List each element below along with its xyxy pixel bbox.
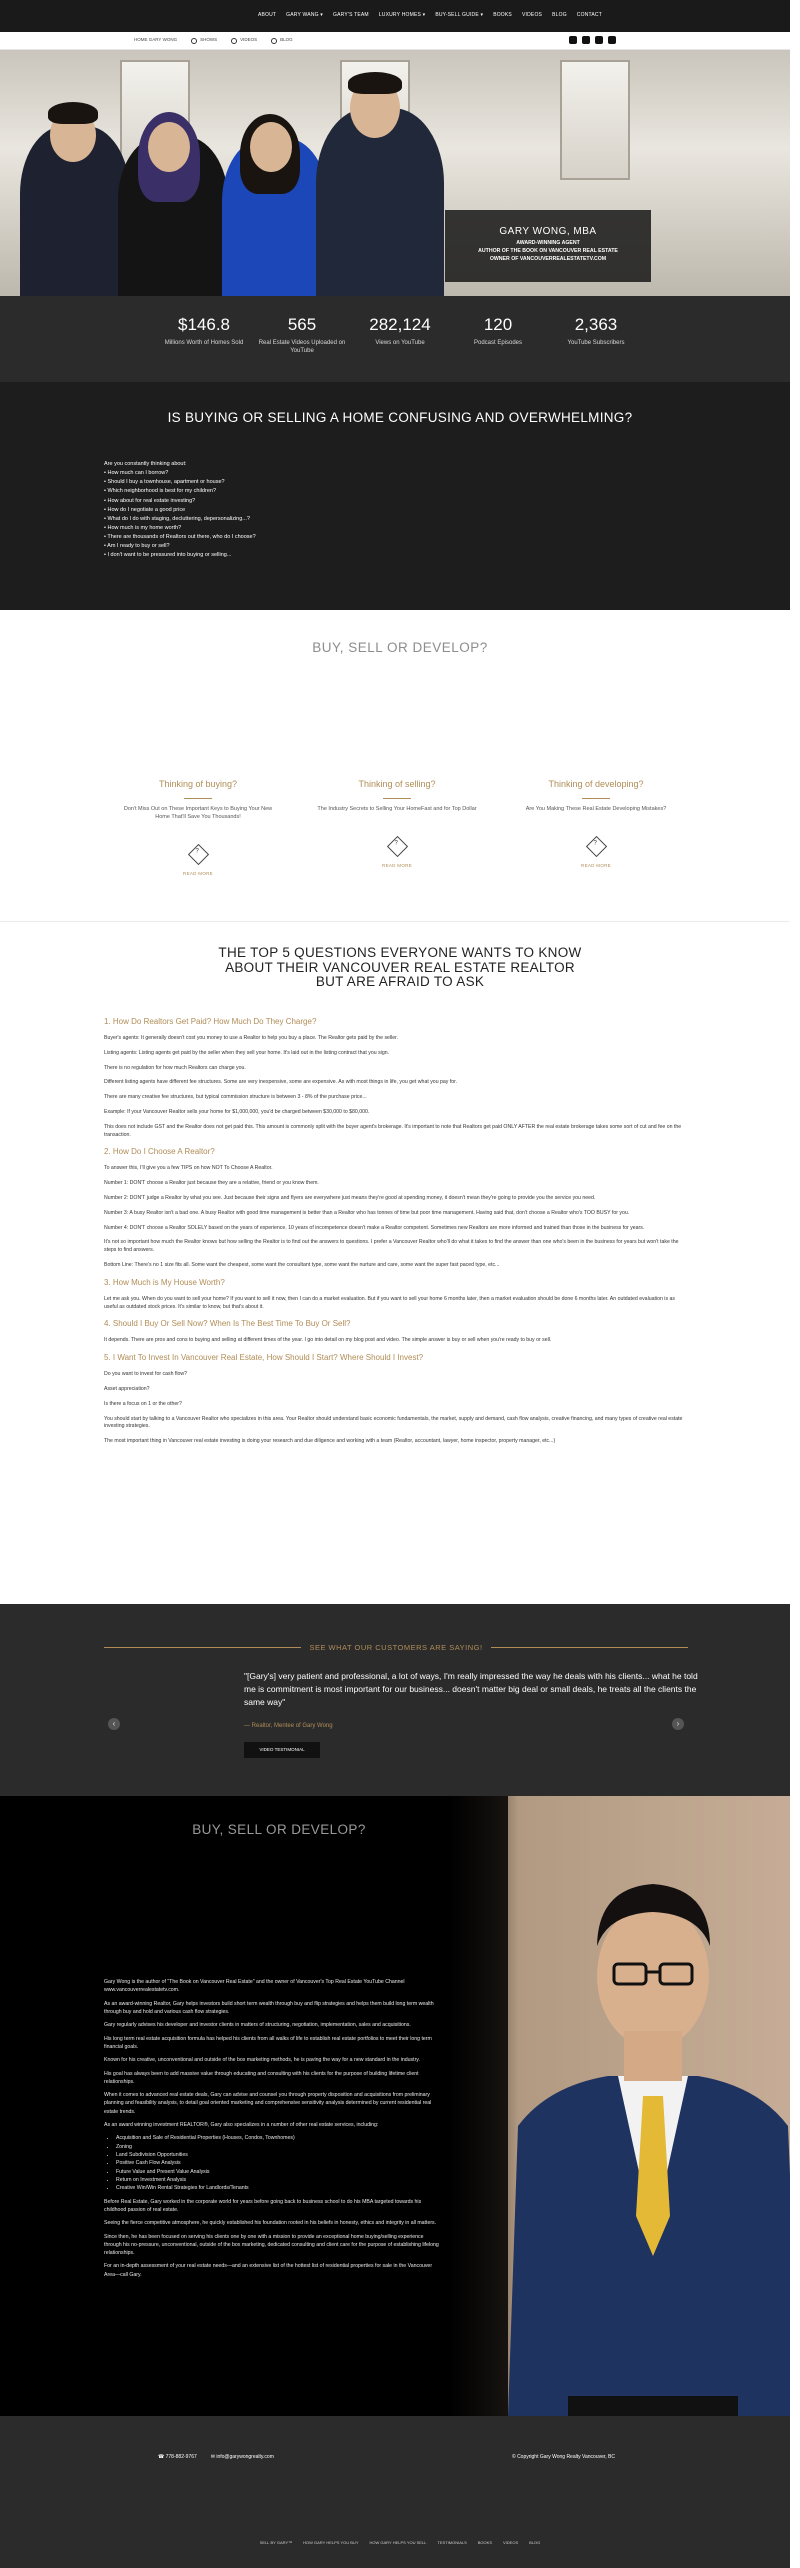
card-title: Thinking of developing? [548, 779, 644, 789]
footer-link[interactable]: VIDEOS [503, 2540, 519, 2545]
team-member-hair [48, 102, 98, 124]
nav-garys-team[interactable]: GARY'S TEAM [333, 12, 369, 19]
list-item: • How much is my home worth? [104, 524, 256, 533]
youtube-icon[interactable] [595, 36, 603, 44]
testimonial-section [0, 1604, 800, 1796]
list-item: • Am I ready to buy or sell? [104, 542, 256, 551]
nav-about[interactable]: ABOUT [257, 12, 277, 19]
testimonial-heading: SEE WHAT OUR CUSTOMERS ARE SAYING! [104, 1642, 688, 1653]
phone-link[interactable]: ☎ 778-882-9767 [158, 2454, 197, 2460]
card-text: The Industry Secrets to Selling Your HomeFast and for Top Dollar [317, 805, 477, 812]
answer-paragraph: Example: If your Vancouver Realtor sells your home for $1,000,000, you'd be charged between $30,000 to $80,000. [104, 1108, 370, 1115]
bio-paragraph: As an award-winning Realtor, Gary helps investors build short term wealth through buy and flip strategies and helps them build long term wealth through buy and hold and various cash flow strategies. [104, 2000, 434, 2015]
list-item: • What do I do with staging, decluttering, depersonalizing...? [104, 515, 256, 524]
answer-paragraph: There are many creative fee structures, but typical commission structure is between 3 - 8% of the purchase price... [104, 1094, 367, 1101]
hero-subtitle-2: AUTHOR OF THE BOOK ON VANCOUVER REAL ESTATE [478, 248, 618, 255]
read-more-link[interactable]: READ MORE [581, 862, 611, 868]
nav-buy-sell-guide[interactable]: BUY-SELL GUIDE ▾ [435, 12, 484, 19]
divider [491, 1647, 688, 1648]
list-item: • Which neighborhood is best for my children? [104, 487, 256, 496]
bio-paragraph: Gary regularly advises his developer and investor clients in matters of structuring, negotiation, implementation, sales and acquisitions. [104, 2022, 411, 2029]
facebook-icon[interactable] [569, 36, 577, 44]
confusing-list [104, 460, 256, 560]
answer-paragraph: Do you want to invest for cash flow? [104, 1371, 188, 1378]
video-testimonial-button[interactable]: VIDEO TESTIMONIAL [244, 1742, 320, 1758]
buying-card [98, 778, 298, 878]
nav-contact[interactable]: CONTACT [576, 12, 602, 19]
section-title: BUY, SELL OR DEVELOP? [312, 640, 488, 655]
list-item: Are you constantly thinking about: [104, 461, 187, 467]
list-item: • Return on Investment Analysis [116, 2176, 442, 2184]
confusing-section [0, 382, 800, 610]
answer-paragraph: Bottom Line: There's no 1 size fits all. Some want the cheapest, some want the consultant type, some want the nurture and care, some want the super fast paced type, etc... [104, 1261, 500, 1268]
buy-sell-develop-section [0, 610, 800, 922]
card-title: Thinking of buying? [158, 779, 238, 789]
answer-paragraph: Number 2: DON'T judge a Realtor by what you see. Just because their signs and flyers are everywhere just means they're good at spending money, it doesn't mean they're going to provide you the service you need. [104, 1194, 596, 1201]
secondary-navigation [0, 32, 800, 50]
hero-name: GARY WONG, MBA [499, 226, 597, 237]
list-item: • Future Value and Present Value Analysis [116, 2168, 442, 2176]
question-icon[interactable]: ? [585, 836, 606, 857]
subnav-blog[interactable]: BLOG [271, 37, 293, 44]
bio-paragraph: When it comes to advanced real estate deals, Gary can advise and counsel you through property disposition and acquisitions from preliminary planning and feasibility analysis, to detail goal oriented marketing and comprehensive sensitivity analysis determined by current residential real estate trends. [104, 2092, 432, 2115]
card-title: Thinking of selling? [358, 779, 436, 789]
bio-paragraph: His goal has always been to add massive value through educating and consulting with his clients for the purpose of building lifetime client relationships. [104, 2070, 419, 2085]
top-5-questions-section [0, 922, 800, 1604]
stat-subscribers: 2,363 YouTube Subscribers [567, 315, 625, 346]
divider [582, 798, 610, 799]
list-item: • Acquisition and Sale of Residential Properties (Houses, Condos, Townhomes) [116, 2134, 442, 2142]
stats-bar [0, 296, 800, 382]
list-item: • Should I buy a townhouse, apartment or house? [104, 478, 256, 487]
answer-paragraph: Number 3: A busy Realtor isn't a bad one. A busy Realtor with good time management is better than a Realtor who has tonnes of time but poor time management. Having said that, don't choose a Realtor who's TOO BUSY for you. [104, 1209, 630, 1216]
answer-paragraph: Listing agents: Listing agents get paid by the seller when they sell your home. It's laid out in the listing contract that you sign. [104, 1049, 390, 1056]
list-item: • How about for real estate investing? [104, 497, 256, 506]
footer-link[interactable]: TESTIMONIALS [437, 2540, 467, 2545]
stat-podcasts: 120 Podcast Episodes [473, 315, 523, 346]
stat-homes-sold: $146.8 Millions Worth of Homes Sold [164, 315, 244, 346]
answer-paragraph: Asset appreciation? [104, 1385, 150, 1392]
hero-subtitle-3: OWNER OF VANCOUVERREALESTATETV.COM [489, 256, 607, 263]
play-icon [231, 38, 237, 44]
nav-gary-wang[interactable]: GARY WANG ▾ [286, 12, 324, 19]
subnav-shows[interactable]: SHOWS [191, 37, 217, 44]
answer-paragraph: Number 1: DON'T choose a Realtor just because they are a relative, friend or you know them. [104, 1180, 319, 1187]
email-link[interactable]: ✉ info@garywongrealty.com [210, 2454, 274, 2460]
answer-paragraph: Different listing agents have different fee structures. Some are very inexpensive, some are expensive. As with most things in life, you get what you pay for. [104, 1079, 458, 1086]
stat-videos: 565 Real Estate Videos Uploaded on YouTube [258, 315, 346, 354]
nav-books[interactable]: BOOKS [493, 12, 512, 19]
instagram-icon[interactable] [582, 36, 590, 44]
question-heading: 3. How Much is My House Worth? [104, 1277, 225, 1287]
list-item: • How do I negotiate a good price [104, 506, 256, 515]
nav-luxury-homes[interactable]: LUXURY HOMES ▾ [378, 12, 426, 19]
answer-paragraph: This does not include GST and the Realtor does not get paid this. This amount is commonly split with the buyer agent's brokerage. It's important to note that Realtors get paid ONLY AFTER the real estate brokerage takes some sort of cut and fee on the transaction. [104, 1123, 682, 1138]
question-icon[interactable]: ? [386, 836, 407, 857]
card-text: Don't Miss Out on These Important Keys to Buying Your New Home That'll Save You Thousands! [123, 805, 273, 820]
gary-portrait-photo [448, 1796, 800, 2416]
bio-paragraph: Known for his creative, unconventional and outside of the box marketing methods, he is paving the way for a new standard in the industry. [104, 2057, 420, 2064]
footer [0, 2416, 800, 2568]
list-item: • There are thousands of Realtors out there, who do I choose? [104, 533, 256, 542]
rss-icon [271, 38, 277, 44]
top5-title: THE TOP 5 QUESTIONS EVERYONE WANTS TO KNOW ABOUT THEIR VANCOUVER REAL ESTATE REALTOR BUT ARE AFRAID TO ASK [218, 945, 582, 990]
read-more-link[interactable]: READ MORE [183, 871, 213, 876]
footer-link[interactable]: HOW GARY HELPS YOU BUY [303, 2540, 359, 2545]
location-icon [191, 38, 197, 44]
question-icon[interactable]: ? [187, 844, 208, 865]
list-item: • Land Subdivision Opportunities [116, 2151, 442, 2159]
footer-links [0, 2540, 800, 2546]
footer-link[interactable]: BOOKS [477, 2540, 492, 2545]
footer-contact [158, 2454, 274, 2462]
subnav-videos[interactable]: VIDEOS [231, 37, 257, 44]
list-item: • How much can I borrow? [104, 469, 256, 478]
stat-views: 282,124 Views on YouTube [369, 315, 431, 346]
linkedin-icon[interactable] [608, 36, 616, 44]
bio-paragraph: Since then, he has been focused on serving his clients one by one with a mission to provide an exceptional home buying/selling experience through his no-pressure, unconventional, outside of the box marketing, dedicated consulting and client care for the purpose of establishing lifelong relationships. [104, 2233, 439, 2257]
bio-paragraph: Seeing the fierce competitive atmosphere, he quickly established his foundation rooted in his beliefs in honesty, ethics and integrity in all matters. [104, 2220, 437, 2227]
list-item: • Creative Win/Win Rental Strategies for Landlords/Tenants [116, 2184, 442, 2192]
page-gutter [790, 0, 800, 2568]
answer-paragraph: It depends. There are pros and cons to buying and selling at different times of the year. I go into detail on my blog post and video. The simple answer is buy or sell when you're ready to buy or sell. [104, 1337, 552, 1344]
testimonial-author: — Realtor, Mentee of Gary Wong [244, 1723, 333, 1729]
team-member-hair [348, 72, 402, 94]
selling-card [297, 778, 497, 870]
bio-paragraph: His long term real estate acquisition formula has helped his clients from all walks of life to establish real estate portfolios to meet their long term financial goals. [104, 2035, 432, 2050]
list-item: • Zoning [116, 2143, 442, 2151]
footer-link[interactable]: HOW GARY HELPS YOU SELL [369, 2540, 427, 2545]
hero-subtitle-1: AWARD-WINNING AGENT [516, 240, 580, 246]
top-navigation [0, 0, 800, 32]
list-item: • Positive Cash Flow Analysis [116, 2159, 442, 2167]
bio-paragraph: For an in-depth assessment of your real estate needs—and an extensive list of the hottest list of residential properties for sale in the Vancouver Area—call Gary. [104, 2263, 433, 2278]
answer-paragraph: It's not so important how much the Realtor knows but how selling the Realtor is to find out the answers to questions. I prefer a Vancouver Realtor who'll do what it takes to find the answer than one who's been in the business for years but won't take the steps to find answers. [104, 1239, 679, 1254]
answer-paragraph: You should start by talking to a Vancouver Realtor who specializes in this area. Your Realtor should understand basic economic fundamentals, the market, supply and demand, cash flow analysis, creative financing, and many types of creative real estate investing strategies. [104, 1415, 683, 1430]
read-more-link[interactable]: READ MORE [382, 862, 412, 868]
prev-arrow-icon[interactable]: ‹ [108, 1718, 120, 1730]
bio-paragraph: Gary Wong is the author of "The Book on Vancouver Real Estate" and the owner of Vancouver's Top Real Estate YouTube Channel www.vancouverrealestatetv.com. [104, 1979, 405, 1994]
divider [184, 798, 212, 799]
nav-blog[interactable]: BLOG [552, 12, 567, 19]
social-links [569, 36, 616, 44]
team-member-head [250, 122, 292, 172]
developing-card [496, 778, 696, 870]
bio-text [104, 1978, 442, 2284]
bio-paragraph: Before Real Estate, Gary worked in the corporate world for years before going back to business school to do his MBA targeted towards his childhood passion of real estate. [104, 2198, 422, 2213]
brand-link[interactable]: HOME GARY WONG [134, 37, 178, 43]
answer-paragraph: Is there a focus on 1 or the other? [104, 1400, 182, 1407]
hero-banner [0, 50, 800, 296]
divider [383, 798, 411, 799]
top5-body [104, 1016, 688, 1453]
answer-paragraph: Let me ask you. When do you want to sell your home? If you want to sell it now, then I can do a market evaluation. But if you want to sell your home 6 months later, then a market evaluation should be done 6 months later. An outdated evaluation is as useful as outdated stock prices. It's similar to know, but that's about it. [104, 1295, 675, 1310]
question-heading: 4. Should I Buy Or Sell Now? When Is The Best Time To Buy Or Sell? [104, 1319, 351, 1329]
footer-link[interactable]: SELL BY GARY™ [259, 2540, 293, 2545]
card-text: Are You Making These Real Estate Developing Mistakes? [525, 805, 667, 812]
bio-section [0, 1796, 800, 2416]
footer-link[interactable]: BLOG [529, 2540, 541, 2545]
bio-paragraph: As an award winning investment REALTOR®, Gary also specializes in a number of other real estate services, including: [104, 2122, 379, 2129]
confusing-title: IS BUYING OR SELLING A HOME CONFUSING AND OVERWHELMING? [167, 410, 633, 425]
answer-paragraph: Buyer's agents: It generally doesn't cost you money to use a Realtor to help you buy a place. The Realtor gets paid by the seller. [104, 1035, 398, 1041]
answer-paragraph: There is no regulation for how much Realtors can charge you. [104, 1064, 246, 1071]
nav-videos[interactable]: VIDEOS [521, 12, 543, 19]
services-list [116, 2134, 442, 2192]
hero-name-card [445, 210, 651, 282]
question-heading: 2. How Do I Choose A Realtor? [104, 1147, 215, 1157]
list-item: • I don't want to be pressured into buying or selling... [104, 551, 256, 560]
bio-title: BUY, SELL OR DEVELOP? [192, 1822, 366, 1837]
question-heading: 5. I Want To Invest In Vancouver Real Estate, How Should I Start? Where Should I Invest? [104, 1353, 424, 1363]
team-member-head [148, 122, 190, 172]
question-heading: 1. How Do Realtors Get Paid? How Much Do They Charge? [104, 1017, 317, 1026]
portrait-illustration [448, 1796, 800, 2416]
next-arrow-icon[interactable]: › [672, 1718, 684, 1730]
answer-paragraph: The most important thing in Vancouver real estate investing is doing your research and due diligence and working with a team (Realtor, accountant, lawyer, home inspector, property manager, etc...) [104, 1438, 556, 1445]
copyright: © Copyright Gary Wong Realty Vancouver, BC [512, 2454, 615, 2460]
answer-paragraph: Number 4: DON'T choose a Realtor SOLELY based on the years of experience. 10 years of incompetence doesn't make a Realtor competent. Sometimes new Realtors are more informed and trained than those in the business for years. [104, 1224, 645, 1231]
divider [104, 1647, 301, 1648]
testimonial-quote: "[Gary's] very patient and professional, a lot of ways, I'm really impressed the way he deals with his clients... what he told me is commitment is most important for our business... doesn't matter big deal or small deals, he treats all the clients the same way" [244, 1671, 698, 1707]
answer-paragraph: To answer this, I'll give you a few TIPS on how NOT To Choose A Realtor. [104, 1165, 273, 1172]
background-window [560, 60, 630, 180]
